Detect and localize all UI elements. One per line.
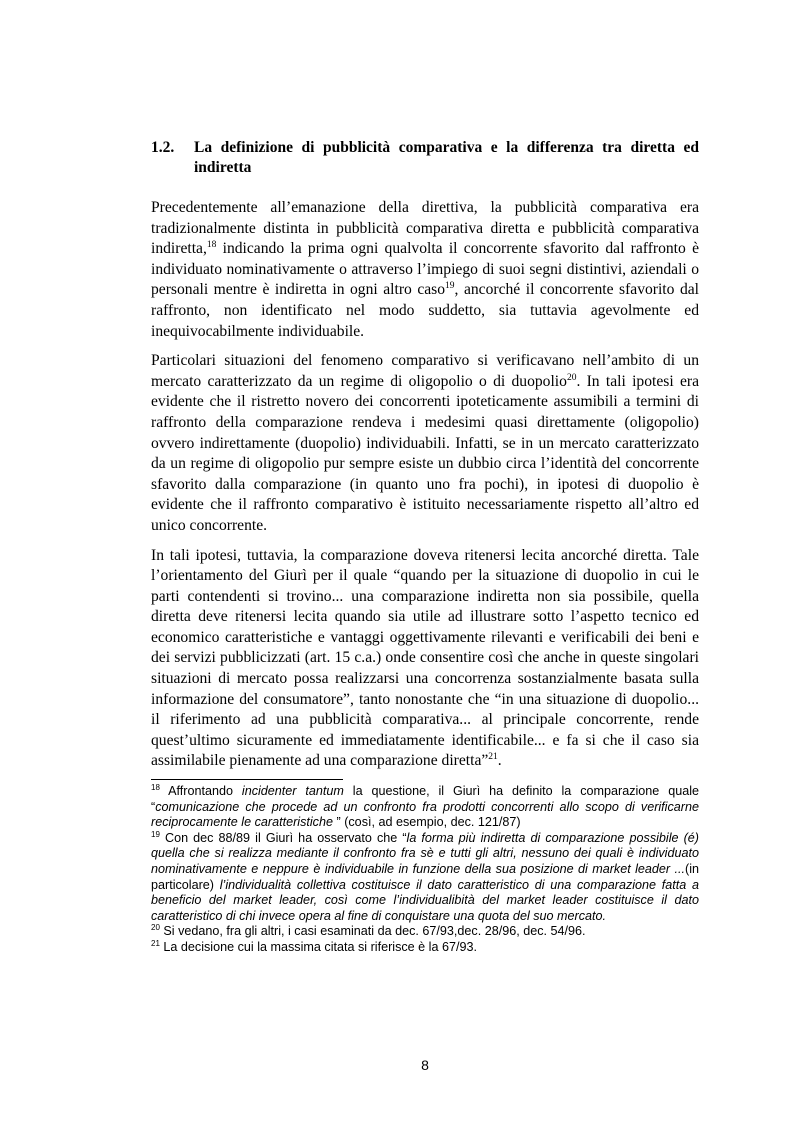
footnote-ref-21[interactable]: 21: [488, 752, 498, 763]
section-number: 1.2.: [151, 139, 175, 156]
footnote-text: Affrontando: [168, 784, 242, 798]
section-heading: [151, 138, 699, 178]
paragraph-text: Precedentemente all’emanazione della direttiva, la pubblicità comparativa era tradizionalmente distinta in pubblicità comparativa diretta e pubblicità comparativa indiretta,: [151, 199, 699, 258]
paragraph-text: Particolari situazioni del fenomeno comparativo si verificavano nell’ambito di un mercato caratterizzato da un regime di oligopolio o di duopolio: [151, 352, 699, 390]
paragraph-1: [151, 198, 699, 342]
paragraph-text: . In tali ipotesi era evidente che il ristretto novero dei concorrenti ipoteticamente assumibili a termini di raffronto della comparazione rendeva i medesimi quasi direttamente (oligopolio) ovvero indirettamente (duopolio) individuabili. Infatti, se in un mercato caratterizzato da un regime di oligopolio pur sempre esiste un dubbio circa l’identità del concorrente sfavorito dalla comparazione (in quanto uno fra pochi), in ipotesi di duopolio è evidente che il raffronto comparativo è istituito necessariamente rispetto all’altro ed unico concorrente.: [151, 372, 699, 534]
paragraph-2: [151, 351, 699, 536]
footnote-18: [151, 784, 699, 831]
footnote-number: 19: [151, 829, 160, 839]
footnote-ref-19[interactable]: 19: [445, 281, 455, 292]
footnote-text: ” (così, ad esempio, dec. 121/87): [336, 815, 521, 830]
paragraph-text: indicando la prima ogni qualvolta il concorrente sfavorito dal raffronto è individuato nominativamente o attraverso l’impiego di suoi segni distintivi, aziendali o personali mentre è indiretta in ogni altro caso: [151, 240, 699, 299]
footnote-text: Con dec 88/89 il Giurì ha osservato che “: [164, 830, 407, 845]
footnote-ref-18[interactable]: 18: [206, 240, 217, 251]
footnote-separator: [151, 779, 343, 780]
footnote-number: 21: [151, 938, 160, 948]
footnote-italic-text: la forma più indiretta di comparazione possibile (é) quella che si realizza mediante il confronto fra sè e tutti gli altri, nessuno dei quali è individuato nominativamente e neppure è individuabile in funzione della sua posizione di market leader ...: [151, 830, 699, 876]
footnote-italic-text: comunicazione che procede ad un confronto fra prodotti concorrenti allo scopo di verificarne reciprocamente le caratteristiche: [151, 799, 699, 830]
footnote-text: (in particolare): [151, 861, 699, 892]
section-title: La definizione di pubblicità comparativa e la differenza tra diretta ed indiretta: [194, 139, 699, 176]
footnote-italic-text: incidenter tantum: [241, 784, 344, 798]
footnote-number: 18: [151, 783, 160, 792]
footnote-ref-20[interactable]: 20: [566, 372, 577, 383]
paragraph-text: .: [497, 752, 502, 770]
paragraph-text: In tali ipotesi, tuttavia, la comparazione doveva ritenersi lecita ancorché diretta. Tale l’orientamento del Giurì per il quale “quando per la situazione di duopolio in cui le parti contendenti si trovino... una comparazione indiretta non sia possibile, quella diretta deve ritenersi lecita quando sia utile ad illustrare sotto l’aspetto tecnico ed economico caratteristiche e vantaggi oggettivamente rilevanti e verificabili dei beni e dei servizi pubblicizzati (art. 15 c.a.) onde consentire così che anche in queste singolari situazioni di mercato possa realizzarsi una concorrenza sostanzialmente basata sulla informazione del consumatore”, tanto nonostante che “in una situazione di duopolio... il riferimento ad una pubblicità comparativa... al principale concorrente, rende quest’ultimo sicuramente ed immediatamente identificabile... e fa si che il caso sia assimilabile pienamente ad una comparazione diretta”: [151, 546, 699, 770]
footnote-number: 20: [151, 923, 160, 933]
footnote-text: Si vedano, fra gli altri, i casi esaminati da dec. 67/93,dec. 28/96, dec. 54/96.: [159, 924, 586, 939]
paragraph-text: , ancorché il concorrente sfavorito dal raffronto, non identificato nel modo suddetto, sia tuttavia agevolmente ed inequivocabilmente individuabile.: [151, 281, 699, 340]
footnotes: [151, 784, 699, 956]
footnote-21: [151, 940, 699, 956]
footnote-19: [151, 831, 699, 925]
footnote-italic-text: l’individualità collettiva costituisce il dato caratteristico di una comparazione fatta a beneficio del market leader, così come l’individualibità del market leader costituisce il dato caratteristico di chi invece opera al fine di conquistare una quota del suo mercato.: [151, 877, 699, 923]
footnote-20: [151, 924, 699, 940]
footnote-text: La decisione cui la massima citata si riferisce è la 67/93.: [159, 939, 477, 954]
body-text: [151, 198, 699, 781]
paragraph-3: [151, 546, 699, 773]
footnote-text: la questione, il Giurì ha definito la comparazione quale “: [151, 784, 700, 814]
page-number: 8: [421, 1057, 429, 1073]
